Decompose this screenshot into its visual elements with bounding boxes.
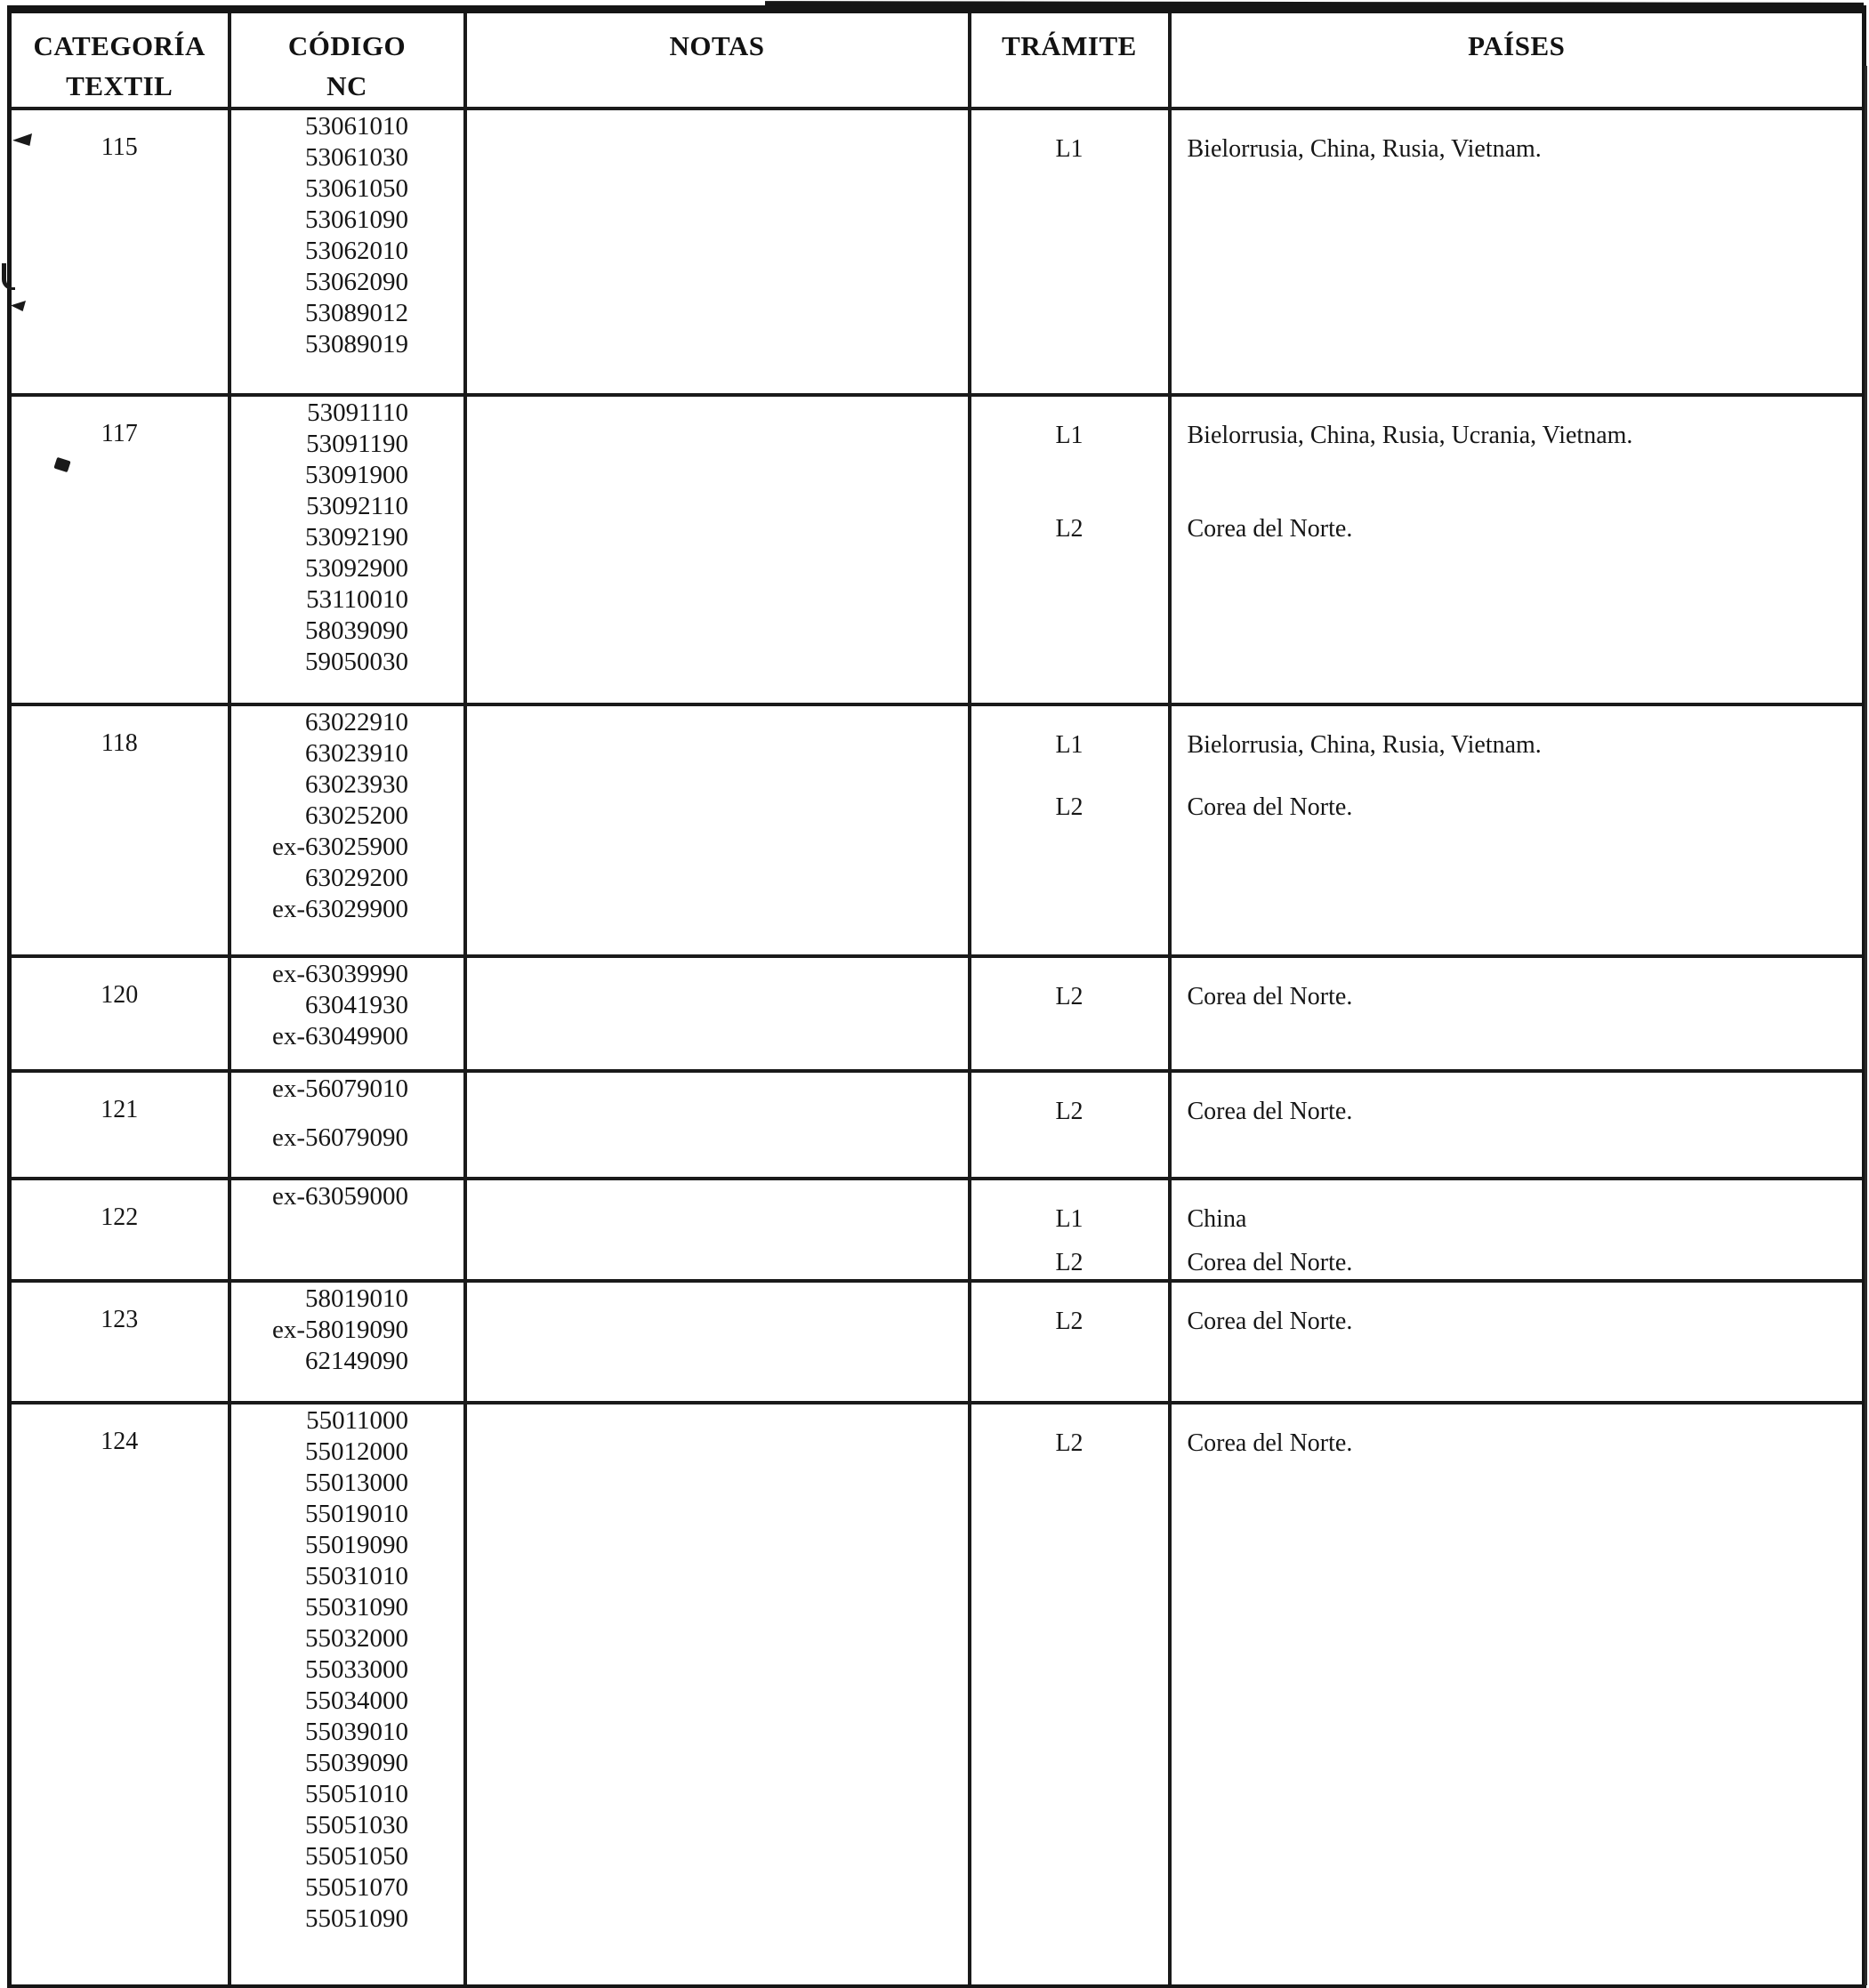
codigo-list bbox=[255, 1405, 408, 1935]
codigo-nc-value: 55033000 bbox=[305, 1655, 408, 1684]
scan-artifact bbox=[1865, 66, 1867, 1985]
cell-tramite bbox=[970, 1179, 1170, 1281]
codigo-nc-value: 53091900 bbox=[305, 461, 408, 489]
codigo-list bbox=[255, 1181, 408, 1212]
tramite-value: L1 bbox=[1055, 422, 1084, 449]
column-header-notas bbox=[465, 10, 970, 109]
codigo-nc-value: 55011000 bbox=[306, 1406, 408, 1435]
cell-notas bbox=[465, 956, 970, 1071]
codigo-nc-value: ex-63029900 bbox=[271, 895, 408, 923]
cell-paises bbox=[1170, 109, 1865, 395]
column-header-paises bbox=[1170, 10, 1865, 109]
codigo-nc-value: 55019010 bbox=[305, 1500, 408, 1528]
cell-tramite bbox=[970, 704, 1170, 956]
codigo-list bbox=[255, 1074, 408, 1154]
codigo-list bbox=[255, 1284, 408, 1377]
codigo-nc-value: 55031090 bbox=[305, 1593, 408, 1622]
paises-value: Corea del Norte. bbox=[1187, 1249, 1353, 1276]
table-row bbox=[10, 956, 1865, 1071]
textile-categories-table bbox=[7, 5, 1866, 1988]
cell-notas bbox=[465, 1071, 970, 1179]
header-line: NOTAS bbox=[669, 30, 765, 61]
cell-paises bbox=[1170, 1179, 1865, 1281]
cell-categoria bbox=[10, 395, 230, 704]
paises-value: Corea del Norte. bbox=[1187, 1308, 1353, 1335]
column-header-tramite bbox=[970, 10, 1170, 109]
codigo-nc-value: ex-63039990 bbox=[271, 960, 408, 988]
tramite-value: L2 bbox=[1055, 1098, 1084, 1125]
cell-codigo-nc bbox=[230, 1179, 465, 1281]
tramite-value: L1 bbox=[1055, 731, 1084, 759]
cell-tramite bbox=[970, 395, 1170, 704]
tramite-value: L2 bbox=[1055, 983, 1084, 1010]
cell-paises bbox=[1170, 1071, 1865, 1179]
codigo-nc-value: 58039090 bbox=[305, 616, 408, 645]
table-row bbox=[10, 1071, 1865, 1179]
column-header-codigo-nc bbox=[230, 10, 465, 109]
codigo-nc-value: 53061010 bbox=[305, 112, 408, 141]
table-row bbox=[10, 109, 1865, 395]
tramite-value: L2 bbox=[1055, 793, 1084, 821]
codigo-nc-value: 53091110 bbox=[307, 398, 408, 427]
categoria-value: 118 bbox=[101, 729, 138, 757]
table-row bbox=[10, 1281, 1865, 1403]
cell-tramite bbox=[970, 956, 1170, 1071]
codigo-nc-value: 53110010 bbox=[306, 585, 408, 614]
tramite-value: L1 bbox=[1055, 135, 1084, 163]
paises-value: Bielorrusia, China, Rusia, Vietnam. bbox=[1187, 135, 1542, 163]
cell-codigo-nc bbox=[230, 704, 465, 956]
paises-value: Bielorrusia, China, Rusia, Ucrania, Vietnam. bbox=[1187, 422, 1633, 449]
cell-categoria bbox=[10, 704, 230, 956]
categoria-value: 123 bbox=[101, 1306, 139, 1333]
cell-categoria bbox=[10, 956, 230, 1071]
codigo-nc-value: 53062010 bbox=[305, 237, 408, 265]
cell-codigo-nc bbox=[230, 1403, 465, 1987]
cell-codigo-nc bbox=[230, 1071, 465, 1179]
codigo-list bbox=[255, 398, 408, 678]
codigo-nc-value: 53061030 bbox=[305, 143, 408, 172]
codigo-nc-value: ex-56079090 bbox=[271, 1123, 408, 1152]
codigo-nc-value: 55051030 bbox=[305, 1811, 408, 1839]
codigo-nc-value: 63029200 bbox=[305, 864, 408, 892]
codigo-nc-value: 55031010 bbox=[305, 1562, 408, 1590]
codigo-nc-value: 63025200 bbox=[305, 801, 408, 830]
cell-codigo-nc bbox=[230, 109, 465, 395]
codigo-nc-value: 63041930 bbox=[305, 991, 408, 1019]
codigo-nc-value: 63023910 bbox=[305, 739, 408, 768]
cell-tramite bbox=[970, 1281, 1170, 1403]
cell-paises bbox=[1170, 1281, 1865, 1403]
categoria-value: 122 bbox=[101, 1203, 139, 1231]
codigo-nc-value: 63022910 bbox=[305, 708, 408, 736]
cell-notas bbox=[465, 395, 970, 704]
categoria-value: 115 bbox=[101, 133, 138, 161]
codigo-nc-value: 53091190 bbox=[306, 430, 408, 458]
paises-value: Corea del Norte. bbox=[1187, 793, 1353, 821]
header-line: CATEGORÍA bbox=[33, 30, 205, 61]
paises-value: Bielorrusia, China, Rusia, Vietnam. bbox=[1187, 731, 1542, 759]
codigo-nc-value: 53092110 bbox=[306, 492, 408, 520]
codigo-nc-value: 53062090 bbox=[305, 268, 408, 296]
codigo-list bbox=[255, 959, 408, 1052]
table-row bbox=[10, 395, 1865, 704]
table-row bbox=[10, 1179, 1865, 1281]
cell-notas bbox=[465, 1179, 970, 1281]
cell-paises bbox=[1170, 704, 1865, 956]
cell-notas bbox=[465, 1403, 970, 1987]
paises-value: Corea del Norte. bbox=[1187, 1098, 1353, 1125]
codigo-nc-value: 55019090 bbox=[305, 1531, 408, 1559]
cell-tramite bbox=[970, 1071, 1170, 1179]
cell-tramite bbox=[970, 1403, 1170, 1987]
codigo-nc-value: 53061050 bbox=[305, 174, 408, 203]
codigo-nc-value: 58019010 bbox=[305, 1284, 408, 1313]
cell-categoria bbox=[10, 1179, 230, 1281]
tramite-value: L2 bbox=[1055, 1249, 1084, 1276]
header-row bbox=[10, 10, 1865, 109]
cell-paises bbox=[1170, 956, 1865, 1071]
cell-paises bbox=[1170, 1403, 1865, 1987]
codigo-nc-value: 55032000 bbox=[305, 1624, 408, 1653]
codigo-nc-value: 55039090 bbox=[305, 1749, 408, 1777]
codigo-nc-value: ex-58019090 bbox=[271, 1316, 408, 1344]
cell-categoria bbox=[10, 1403, 230, 1987]
header-line: TRÁMITE bbox=[1002, 30, 1137, 61]
table-row bbox=[10, 704, 1865, 956]
codigo-nc-value: ex-63025900 bbox=[271, 833, 408, 861]
codigo-nc-value: 55013000 bbox=[305, 1469, 408, 1497]
categoria-value: 120 bbox=[101, 981, 139, 1009]
cell-codigo-nc bbox=[230, 395, 465, 704]
cell-categoria bbox=[10, 1281, 230, 1403]
paises-value: Corea del Norte. bbox=[1187, 515, 1353, 543]
cell-notas bbox=[465, 109, 970, 395]
tramite-value: L2 bbox=[1055, 515, 1084, 543]
codigo-nc-value: 55051010 bbox=[305, 1780, 408, 1808]
codigo-nc-value: ex-56079010 bbox=[271, 1074, 408, 1103]
paises-value: Corea del Norte. bbox=[1187, 1429, 1353, 1457]
codigo-nc-value: 53061090 bbox=[305, 205, 408, 234]
codigo-nc-value: 55051050 bbox=[305, 1842, 408, 1871]
codigo-list bbox=[255, 111, 408, 360]
cell-notas bbox=[465, 704, 970, 956]
codigo-nc-value: 53089012 bbox=[305, 299, 408, 327]
codigo-nc-value: 53089019 bbox=[305, 330, 408, 358]
categoria-value: 124 bbox=[101, 1428, 139, 1455]
codigo-nc-value: 63023930 bbox=[305, 770, 408, 799]
cell-categoria bbox=[10, 1071, 230, 1179]
codigo-nc-value: 59050030 bbox=[305, 648, 408, 676]
codigo-nc-value: ex-63049900 bbox=[271, 1022, 408, 1050]
categoria-value: 117 bbox=[101, 420, 138, 447]
codigo-list bbox=[255, 707, 408, 925]
cell-codigo-nc bbox=[230, 1281, 465, 1403]
header-line: NC bbox=[326, 70, 367, 101]
table-body bbox=[10, 109, 1865, 1987]
table-row bbox=[10, 1403, 1865, 1987]
tramite-value: L2 bbox=[1055, 1308, 1084, 1335]
paises-value: China bbox=[1187, 1205, 1247, 1233]
codigo-nc-value: ex-63059000 bbox=[271, 1182, 408, 1211]
header-line: CÓDIGO bbox=[287, 30, 407, 61]
cell-categoria bbox=[10, 109, 230, 395]
codigo-nc-value: 55039010 bbox=[305, 1718, 408, 1746]
cell-notas bbox=[465, 1281, 970, 1403]
codigo-nc-value: 55012000 bbox=[305, 1437, 408, 1466]
paises-value: Corea del Norte. bbox=[1187, 983, 1353, 1010]
codigo-nc-value: 62149090 bbox=[305, 1347, 408, 1375]
codigo-nc-value: 55034000 bbox=[305, 1686, 408, 1715]
codigo-nc-value: 55051070 bbox=[305, 1873, 408, 1902]
codigo-nc-value: 55051090 bbox=[305, 1904, 408, 1933]
header-line: TEXTIL bbox=[66, 70, 173, 101]
codigo-nc-value: 53092190 bbox=[305, 523, 408, 551]
cell-tramite bbox=[970, 109, 1170, 395]
cell-paises bbox=[1170, 395, 1865, 704]
codigo-nc-value: 53092900 bbox=[305, 554, 408, 583]
header-line: PAÍSES bbox=[1468, 30, 1566, 61]
cell-codigo-nc bbox=[230, 956, 465, 1071]
column-header-categoria-textil bbox=[10, 10, 230, 109]
tramite-value: L2 bbox=[1055, 1429, 1084, 1457]
categoria-value: 121 bbox=[101, 1096, 139, 1123]
tramite-value: L1 bbox=[1055, 1205, 1084, 1233]
scan-artifact bbox=[2, 263, 15, 290]
